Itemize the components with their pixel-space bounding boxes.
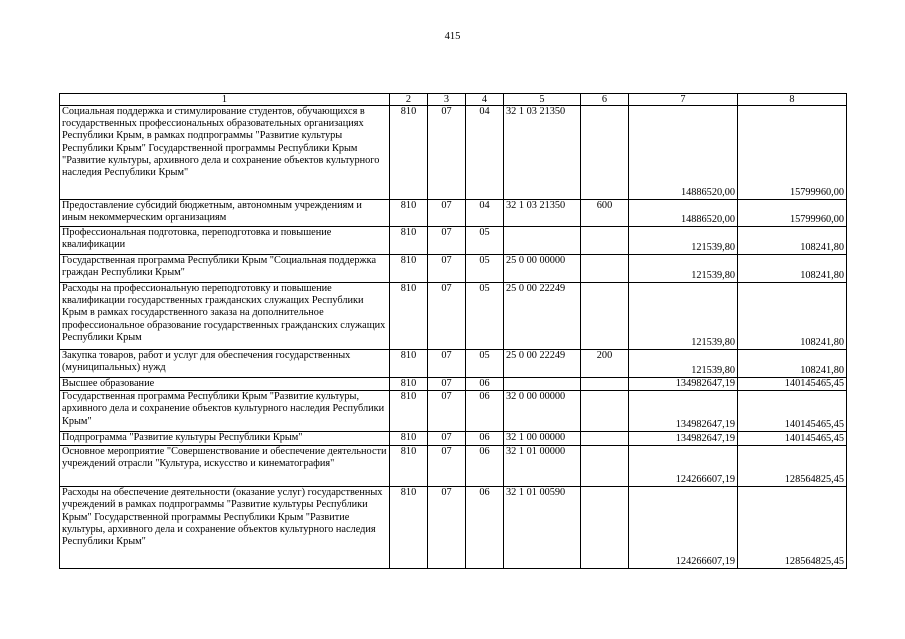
page-number: 415 bbox=[444, 31, 461, 42]
expense-type-code: 600 bbox=[581, 200, 629, 227]
amount-col8: 15799960,00 bbox=[738, 106, 847, 200]
amount-col7: 121539,80 bbox=[629, 283, 738, 350]
amount-col7: 124266607,19 bbox=[629, 446, 738, 487]
column-header: 3 bbox=[428, 94, 466, 106]
table-header-row bbox=[60, 94, 847, 106]
chapter-code: 810 bbox=[390, 255, 428, 283]
expense-type-code bbox=[581, 255, 629, 283]
amount-col8: 108241,80 bbox=[738, 227, 847, 255]
section-code: 07 bbox=[428, 391, 466, 432]
table-row bbox=[60, 227, 847, 255]
column-header: 6 bbox=[581, 94, 629, 106]
subsection-code: 06 bbox=[466, 446, 504, 487]
row-name: Социальная поддержка и стимулирование студентов, обучающихся в государственных профессиональных образовательных организациях Республики Крым, в рамках подпрограммы "Развитие культуры Республики Крым" Государственной программы Республики Крым "Развитие культуры, архивного дела и сохранение объектов культурного наследия Республики Крым" bbox=[60, 106, 390, 200]
target-item-code: 32 1 03 21350 bbox=[504, 200, 581, 227]
section-code: 07 bbox=[428, 378, 466, 391]
chapter-code: 810 bbox=[390, 227, 428, 255]
table-row bbox=[60, 391, 847, 432]
target-item-code bbox=[504, 378, 581, 391]
amount-col7: 124266607,19 bbox=[629, 487, 738, 569]
table-row bbox=[60, 378, 847, 391]
amount-col7: 121539,80 bbox=[629, 255, 738, 283]
budget-table bbox=[59, 93, 847, 569]
table-row bbox=[60, 432, 847, 446]
amount-col8: 108241,80 bbox=[738, 255, 847, 283]
section-code: 07 bbox=[428, 255, 466, 283]
column-header: 8 bbox=[738, 94, 847, 106]
row-name: Основное мероприятие "Совершенствование и обеспечение деятельности учреждений отрасли "Культура, искусство и кинематография" bbox=[60, 446, 390, 487]
amount-col7: 134982647,19 bbox=[629, 378, 738, 391]
chapter-code: 810 bbox=[390, 446, 428, 487]
row-name: Государственная программа Республики Крым "Социальная поддержка граждан Республики Крым" bbox=[60, 255, 390, 283]
chapter-code: 810 bbox=[390, 378, 428, 391]
table-row bbox=[60, 283, 847, 350]
row-name: Высшее образование bbox=[60, 378, 390, 391]
chapter-code: 810 bbox=[390, 283, 428, 350]
expense-type-code bbox=[581, 391, 629, 432]
subsection-code: 05 bbox=[466, 255, 504, 283]
section-code: 07 bbox=[428, 283, 466, 350]
subsection-code: 05 bbox=[466, 283, 504, 350]
column-header: 1 bbox=[60, 94, 390, 106]
target-item-code: 32 1 03 21350 bbox=[504, 106, 581, 200]
table-row bbox=[60, 350, 847, 378]
amount-col8: 140145465,45 bbox=[738, 391, 847, 432]
subsection-code: 06 bbox=[466, 432, 504, 446]
subsection-code: 06 bbox=[466, 378, 504, 391]
subsection-code: 05 bbox=[466, 350, 504, 378]
subsection-code: 04 bbox=[466, 106, 504, 200]
amount-col8: 108241,80 bbox=[738, 283, 847, 350]
target-item-code: 32 1 01 00590 bbox=[504, 487, 581, 569]
target-item-code: 32 1 00 00000 bbox=[504, 432, 581, 446]
row-name: Закупка товаров, работ и услуг для обеспечения государственных (муниципальных) нужд bbox=[60, 350, 390, 378]
row-name: Расходы на профессиональную переподготовку и повышение квалификации государственных гражданских служащих Республики Крым в рамках государственного заказа на дополнительное профессиональное образование государственных гражданских служащих Республики Крым bbox=[60, 283, 390, 350]
amount-col7: 14886520,00 bbox=[629, 200, 738, 227]
target-item-code: 25 0 00 00000 bbox=[504, 255, 581, 283]
column-header: 2 bbox=[390, 94, 428, 106]
expense-type-code bbox=[581, 106, 629, 200]
column-header: 5 bbox=[504, 94, 581, 106]
amount-col7: 134982647,19 bbox=[629, 391, 738, 432]
amount-col7: 121539,80 bbox=[629, 227, 738, 255]
column-header: 7 bbox=[629, 94, 738, 106]
amount-col8: 128564825,45 bbox=[738, 446, 847, 487]
row-name: Государственная программа Республики Крым "Развитие культуры, архивного дела и сохранение объектов культурного наследия Республики Крым" bbox=[60, 391, 390, 432]
expense-type-code bbox=[581, 283, 629, 350]
amount-col8: 108241,80 bbox=[738, 350, 847, 378]
target-item-code: 32 0 00 00000 bbox=[504, 391, 581, 432]
section-code: 07 bbox=[428, 350, 466, 378]
row-name: Предоставление субсидий бюджетным, автономным учреждениям и иным некоммерческим организациям bbox=[60, 200, 390, 227]
amount-col7: 121539,80 bbox=[629, 350, 738, 378]
section-code: 07 bbox=[428, 200, 466, 227]
table-row bbox=[60, 446, 847, 487]
section-code: 07 bbox=[428, 106, 466, 200]
amount-col7: 134982647,19 bbox=[629, 432, 738, 446]
target-item-code bbox=[504, 227, 581, 255]
section-code: 07 bbox=[428, 432, 466, 446]
chapter-code: 810 bbox=[390, 350, 428, 378]
column-header: 4 bbox=[466, 94, 504, 106]
chapter-code: 810 bbox=[390, 487, 428, 569]
expense-type-code bbox=[581, 487, 629, 569]
target-item-code: 25 0 00 22249 bbox=[504, 350, 581, 378]
chapter-code: 810 bbox=[390, 432, 428, 446]
subsection-code: 06 bbox=[466, 487, 504, 569]
expense-type-code bbox=[581, 378, 629, 391]
chapter-code: 810 bbox=[390, 106, 428, 200]
table-row bbox=[60, 106, 847, 200]
table-row bbox=[60, 255, 847, 283]
row-name: Профессиональная подготовка, переподготовка и повышение квалификации bbox=[60, 227, 390, 255]
table-row bbox=[60, 200, 847, 227]
chapter-code: 810 bbox=[390, 200, 428, 227]
amount-col8: 15799960,00 bbox=[738, 200, 847, 227]
subsection-code: 04 bbox=[466, 200, 504, 227]
section-code: 07 bbox=[428, 446, 466, 487]
expense-type-code bbox=[581, 432, 629, 446]
amount-col8: 140145465,45 bbox=[738, 432, 847, 446]
table-row bbox=[60, 487, 847, 569]
expense-type-code bbox=[581, 227, 629, 255]
section-code: 07 bbox=[428, 227, 466, 255]
target-item-code: 25 0 00 22249 bbox=[504, 283, 581, 350]
target-item-code: 32 1 01 00000 bbox=[504, 446, 581, 487]
expense-type-code bbox=[581, 446, 629, 487]
section-code: 07 bbox=[428, 487, 466, 569]
amount-col7: 14886520,00 bbox=[629, 106, 738, 200]
row-name: Расходы на обеспечение деятельности (оказание услуг) государственных учреждений в рамках подпрограммы "Развитие культуры Республики Крым" Государственной программы Республики Крым "Развитие культуры, архивного дела и сохранение объектов культурного наследия Республики Крым" bbox=[60, 487, 390, 569]
chapter-code: 810 bbox=[390, 391, 428, 432]
subsection-code: 06 bbox=[466, 391, 504, 432]
amount-col8: 140145465,45 bbox=[738, 378, 847, 391]
row-name: Подпрограмма "Развитие культуры Республики Крым" bbox=[60, 432, 390, 446]
expense-type-code: 200 bbox=[581, 350, 629, 378]
amount-col8: 128564825,45 bbox=[738, 487, 847, 569]
subsection-code: 05 bbox=[466, 227, 504, 255]
